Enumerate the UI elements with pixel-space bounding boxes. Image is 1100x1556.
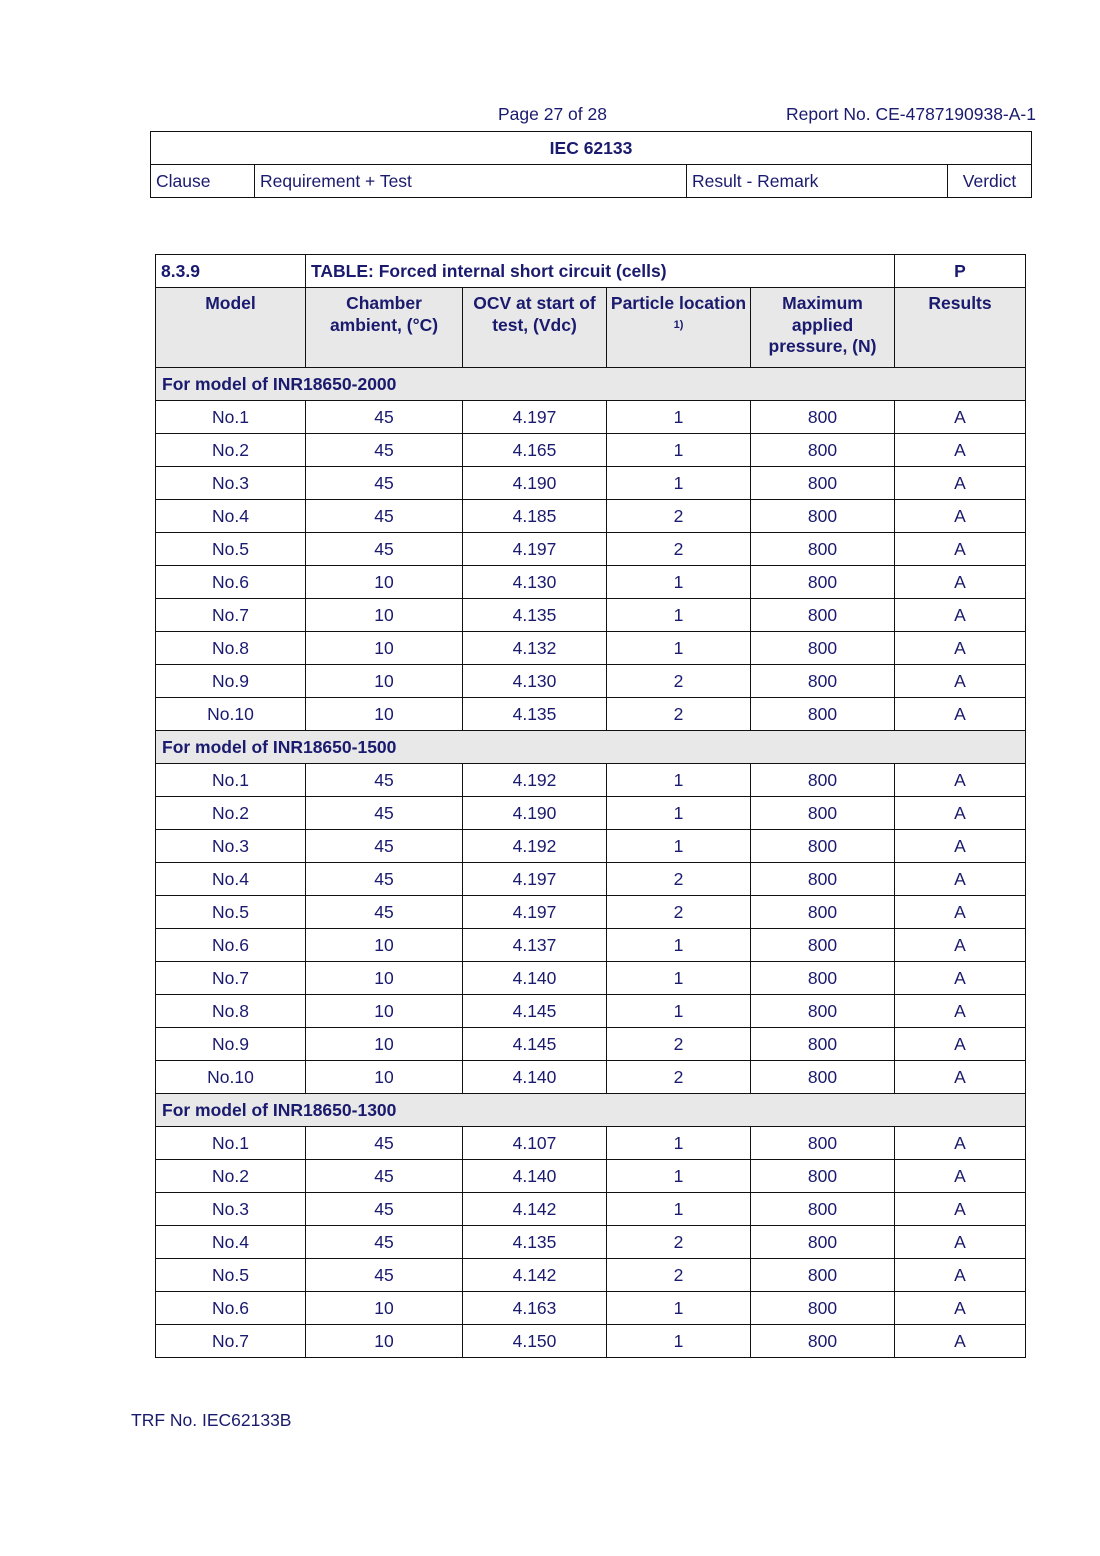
cell-particle-location: 1 — [607, 1325, 751, 1358]
cell-results: A — [895, 1226, 1026, 1259]
header-particle-location: Particle location $^{1)}$ — [607, 288, 751, 368]
cell-ocv-start: 4.130 — [463, 566, 607, 599]
cell-max-pressure: 800 — [751, 467, 895, 500]
cell-ocv-start: 4.140 — [463, 1160, 607, 1193]
cell-particle-location: 1 — [607, 929, 751, 962]
cell-model: No.4 — [156, 863, 306, 896]
cell-results: A — [895, 764, 1026, 797]
cell-ocv-start: 4.190 — [463, 467, 607, 500]
table-row — [156, 896, 1026, 929]
cell-chamber-ambient: 10 — [306, 632, 463, 665]
cell-results: A — [895, 1325, 1026, 1358]
cell-max-pressure: 800 — [751, 698, 895, 731]
cell-chamber-ambient: 10 — [306, 698, 463, 731]
cell-model: No.2 — [156, 797, 306, 830]
table-row — [156, 500, 1026, 533]
header-max-pressure: Maximum applied pressure, (N) — [751, 288, 895, 368]
table-row — [156, 566, 1026, 599]
cell-max-pressure: 800 — [751, 599, 895, 632]
cell-chamber-ambient: 10 — [306, 1325, 463, 1358]
cell-model: No.2 — [156, 434, 306, 467]
standard-title: IEC 62133 — [151, 132, 1032, 165]
cell-model: No.5 — [156, 533, 306, 566]
table-row — [156, 632, 1026, 665]
cell-results: A — [895, 863, 1026, 896]
cell-ocv-start: 4.145 — [463, 995, 607, 1028]
cell-max-pressure: 800 — [751, 830, 895, 863]
cell-max-pressure: 800 — [751, 500, 895, 533]
col-result-remark: Result - Remark — [687, 165, 948, 198]
cell-model: No.3 — [156, 830, 306, 863]
cell-results: A — [895, 1028, 1026, 1061]
cell-ocv-start: 4.185 — [463, 500, 607, 533]
cell-chamber-ambient: 45 — [306, 896, 463, 929]
footnote-marker: 1) — [673, 318, 684, 331]
cell-max-pressure: 800 — [751, 863, 895, 896]
table-row — [156, 599, 1026, 632]
group-label: For model of INR18650-1500 — [156, 731, 1026, 764]
cell-ocv-start: 4.135 — [463, 1226, 607, 1259]
cell-results: A — [895, 1292, 1026, 1325]
cell-particle-location: 2 — [607, 533, 751, 566]
cell-ocv-start: 4.132 — [463, 632, 607, 665]
cell-ocv-start: 4.140 — [463, 962, 607, 995]
cell-model: No.5 — [156, 896, 306, 929]
cell-model: No.9 — [156, 1028, 306, 1061]
cell-chamber-ambient: 10 — [306, 1028, 463, 1061]
cell-chamber-ambient: 45 — [306, 401, 463, 434]
cell-results: A — [895, 1127, 1026, 1160]
cell-results: A — [895, 665, 1026, 698]
table-row — [156, 1061, 1026, 1094]
page-header — [150, 104, 1036, 128]
cell-max-pressure: 800 — [751, 632, 895, 665]
cell-max-pressure: 800 — [751, 962, 895, 995]
cell-particle-location: 1 — [607, 566, 751, 599]
group-row — [156, 368, 1026, 401]
cell-model: No.9 — [156, 665, 306, 698]
cell-model: No.3 — [156, 467, 306, 500]
cell-max-pressure: 800 — [751, 1061, 895, 1094]
cell-ocv-start: 4.197 — [463, 863, 607, 896]
cell-chamber-ambient: 45 — [306, 863, 463, 896]
cell-particle-location: 2 — [607, 698, 751, 731]
cell-model: No.8 — [156, 995, 306, 1028]
table-row — [156, 1160, 1026, 1193]
cell-particle-location: 2 — [607, 1061, 751, 1094]
cell-ocv-start: 4.197 — [463, 896, 607, 929]
table-row — [156, 1259, 1026, 1292]
cell-particle-location: 1 — [607, 467, 751, 500]
cell-ocv-start: 4.192 — [463, 764, 607, 797]
table-row — [156, 863, 1026, 896]
cell-model: No.8 — [156, 632, 306, 665]
cell-ocv-start: 4.163 — [463, 1292, 607, 1325]
col-verdict: Verdict — [948, 165, 1032, 198]
cell-particle-location: 1 — [607, 962, 751, 995]
cell-particle-location: 1 — [607, 797, 751, 830]
group-label: For model of INR18650-2000 — [156, 368, 1026, 401]
cell-ocv-start: 4.165 — [463, 434, 607, 467]
cell-results: A — [895, 698, 1026, 731]
cell-max-pressure: 800 — [751, 1226, 895, 1259]
table-row — [156, 467, 1026, 500]
cell-chamber-ambient: 45 — [306, 500, 463, 533]
cell-max-pressure: 800 — [751, 1292, 895, 1325]
table-row — [156, 533, 1026, 566]
forced-short-circuit-table — [155, 254, 1026, 1358]
cell-model: No.1 — [156, 401, 306, 434]
cell-particle-location: 2 — [607, 863, 751, 896]
cell-chamber-ambient: 10 — [306, 995, 463, 1028]
cell-chamber-ambient: 45 — [306, 434, 463, 467]
cell-particle-location: 2 — [607, 1259, 751, 1292]
cell-results: A — [895, 500, 1026, 533]
table-row — [156, 830, 1026, 863]
cell-particle-location: 1 — [607, 434, 751, 467]
cell-particle-location: 1 — [607, 830, 751, 863]
cell-model: No.1 — [156, 764, 306, 797]
cell-ocv-start: 4.192 — [463, 830, 607, 863]
cell-model: No.7 — [156, 599, 306, 632]
cell-chamber-ambient: 10 — [306, 599, 463, 632]
cell-max-pressure: 800 — [751, 764, 895, 797]
cell-ocv-start: 4.130 — [463, 665, 607, 698]
cell-results: A — [895, 1259, 1026, 1292]
table-row — [156, 1028, 1026, 1061]
cell-model: No.6 — [156, 1292, 306, 1325]
cell-max-pressure: 800 — [751, 929, 895, 962]
table-row — [156, 929, 1026, 962]
cell-chamber-ambient: 10 — [306, 1292, 463, 1325]
cell-results: A — [895, 995, 1026, 1028]
cell-particle-location: 1 — [607, 764, 751, 797]
table-row — [156, 665, 1026, 698]
cell-ocv-start: 4.135 — [463, 698, 607, 731]
cell-particle-location: 2 — [607, 665, 751, 698]
cell-model: No.4 — [156, 1226, 306, 1259]
cell-results: A — [895, 830, 1026, 863]
cell-chamber-ambient: 10 — [306, 665, 463, 698]
header-ocv-start: OCV at start of test, (Vdc) — [463, 288, 607, 368]
cell-model: No.1 — [156, 1127, 306, 1160]
cell-max-pressure: 800 — [751, 995, 895, 1028]
cell-chamber-ambient: 45 — [306, 1193, 463, 1226]
cell-max-pressure: 800 — [751, 1028, 895, 1061]
cell-model: No.6 — [156, 566, 306, 599]
cell-chamber-ambient: 45 — [306, 797, 463, 830]
cell-results: A — [895, 467, 1026, 500]
table-body — [156, 368, 1026, 1358]
cell-results: A — [895, 1160, 1026, 1193]
cell-model: No.7 — [156, 962, 306, 995]
table-row — [156, 764, 1026, 797]
cell-model: No.5 — [156, 1259, 306, 1292]
col-clause: Clause — [151, 165, 255, 198]
group-row — [156, 731, 1026, 764]
cell-particle-location: 1 — [607, 599, 751, 632]
cell-particle-location: 1 — [607, 1160, 751, 1193]
group-row — [156, 1094, 1026, 1127]
cell-chamber-ambient: 45 — [306, 467, 463, 500]
cell-results: A — [895, 1061, 1026, 1094]
table-row — [156, 1127, 1026, 1160]
cell-ocv-start: 4.137 — [463, 929, 607, 962]
table-row — [156, 797, 1026, 830]
cell-ocv-start: 4.142 — [463, 1259, 607, 1292]
cell-chamber-ambient: 10 — [306, 566, 463, 599]
cell-results: A — [895, 434, 1026, 467]
cell-max-pressure: 800 — [751, 896, 895, 929]
cell-particle-location: 1 — [607, 1127, 751, 1160]
cell-model: No.4 — [156, 500, 306, 533]
cell-particle-location: 1 — [607, 1292, 751, 1325]
cell-results: A — [895, 929, 1026, 962]
header-chamber-ambient: Chamber ambient, (°C) — [306, 288, 463, 368]
header-results: Results — [895, 288, 1026, 368]
header-model: Model — [156, 288, 306, 368]
cell-model: No.3 — [156, 1193, 306, 1226]
cell-max-pressure: 800 — [751, 665, 895, 698]
table-title: TABLE: Forced internal short circuit (cells) — [306, 255, 895, 288]
column-headers — [156, 288, 1026, 368]
table-row — [156, 962, 1026, 995]
table-row — [156, 1226, 1026, 1259]
report-number: Report No. CE-4787190938-A-1 — [785, 104, 1036, 124]
table-row — [156, 1325, 1026, 1358]
cell-particle-location: 1 — [607, 1193, 751, 1226]
cell-chamber-ambient: 45 — [306, 1127, 463, 1160]
cell-chamber-ambient: 45 — [306, 1259, 463, 1292]
group-label: For model of INR18650-1300 — [156, 1094, 1026, 1127]
cell-particle-location: 1 — [607, 632, 751, 665]
cell-results: A — [895, 533, 1026, 566]
table-row — [156, 1193, 1026, 1226]
cell-max-pressure: 800 — [751, 1259, 895, 1292]
cell-particle-location: 2 — [607, 1226, 751, 1259]
cell-max-pressure: 800 — [751, 434, 895, 467]
cell-max-pressure: 800 — [751, 1127, 895, 1160]
cell-results: A — [895, 1193, 1026, 1226]
cell-max-pressure: 800 — [751, 1325, 895, 1358]
cell-results: A — [895, 797, 1026, 830]
cell-results: A — [895, 632, 1026, 665]
cell-chamber-ambient: 45 — [306, 1226, 463, 1259]
cell-results: A — [895, 599, 1026, 632]
cell-results: A — [895, 896, 1026, 929]
cell-particle-location: 2 — [607, 1028, 751, 1061]
cell-ocv-start: 4.140 — [463, 1061, 607, 1094]
cell-ocv-start: 4.150 — [463, 1325, 607, 1358]
cell-ocv-start: 4.197 — [463, 533, 607, 566]
cell-ocv-start: 4.142 — [463, 1193, 607, 1226]
cell-chamber-ambient: 10 — [306, 929, 463, 962]
standard-header-table — [150, 131, 1032, 198]
table-verdict: P — [895, 255, 1026, 288]
cell-model: No.6 — [156, 929, 306, 962]
cell-model: No.10 — [156, 1061, 306, 1094]
cell-particle-location: 1 — [607, 995, 751, 1028]
page-number: Page 27 of 28 — [498, 104, 607, 124]
cell-chamber-ambient: 45 — [306, 764, 463, 797]
cell-results: A — [895, 566, 1026, 599]
cell-max-pressure: 800 — [751, 533, 895, 566]
cell-model: No.10 — [156, 698, 306, 731]
cell-results: A — [895, 401, 1026, 434]
cell-model: No.7 — [156, 1325, 306, 1358]
table-clause: 8.3.9 — [156, 255, 306, 288]
cell-chamber-ambient: 45 — [306, 1160, 463, 1193]
cell-particle-location: 2 — [607, 896, 751, 929]
table-row — [156, 401, 1026, 434]
cell-chamber-ambient: 10 — [306, 1061, 463, 1094]
cell-chamber-ambient: 10 — [306, 962, 463, 995]
cell-ocv-start: 4.135 — [463, 599, 607, 632]
cell-model: No.2 — [156, 1160, 306, 1193]
cell-results: A — [895, 962, 1026, 995]
cell-max-pressure: 800 — [751, 797, 895, 830]
cell-max-pressure: 800 — [751, 1160, 895, 1193]
trf-number: TRF No. IEC62133B — [131, 1410, 292, 1430]
cell-particle-location: 2 — [607, 500, 751, 533]
table-row — [156, 1292, 1026, 1325]
cell-ocv-start: 4.190 — [463, 797, 607, 830]
col-requirement: Requirement + Test — [255, 165, 687, 198]
cell-chamber-ambient: 45 — [306, 830, 463, 863]
cell-chamber-ambient: 45 — [306, 533, 463, 566]
cell-ocv-start: 4.145 — [463, 1028, 607, 1061]
cell-particle-location: 1 — [607, 401, 751, 434]
cell-max-pressure: 800 — [751, 566, 895, 599]
table-row — [156, 698, 1026, 731]
cell-ocv-start: 4.107 — [463, 1127, 607, 1160]
cell-max-pressure: 800 — [751, 1193, 895, 1226]
table-row — [156, 995, 1026, 1028]
cell-max-pressure: 800 — [751, 401, 895, 434]
cell-ocv-start: 4.197 — [463, 401, 607, 434]
table-row — [156, 434, 1026, 467]
